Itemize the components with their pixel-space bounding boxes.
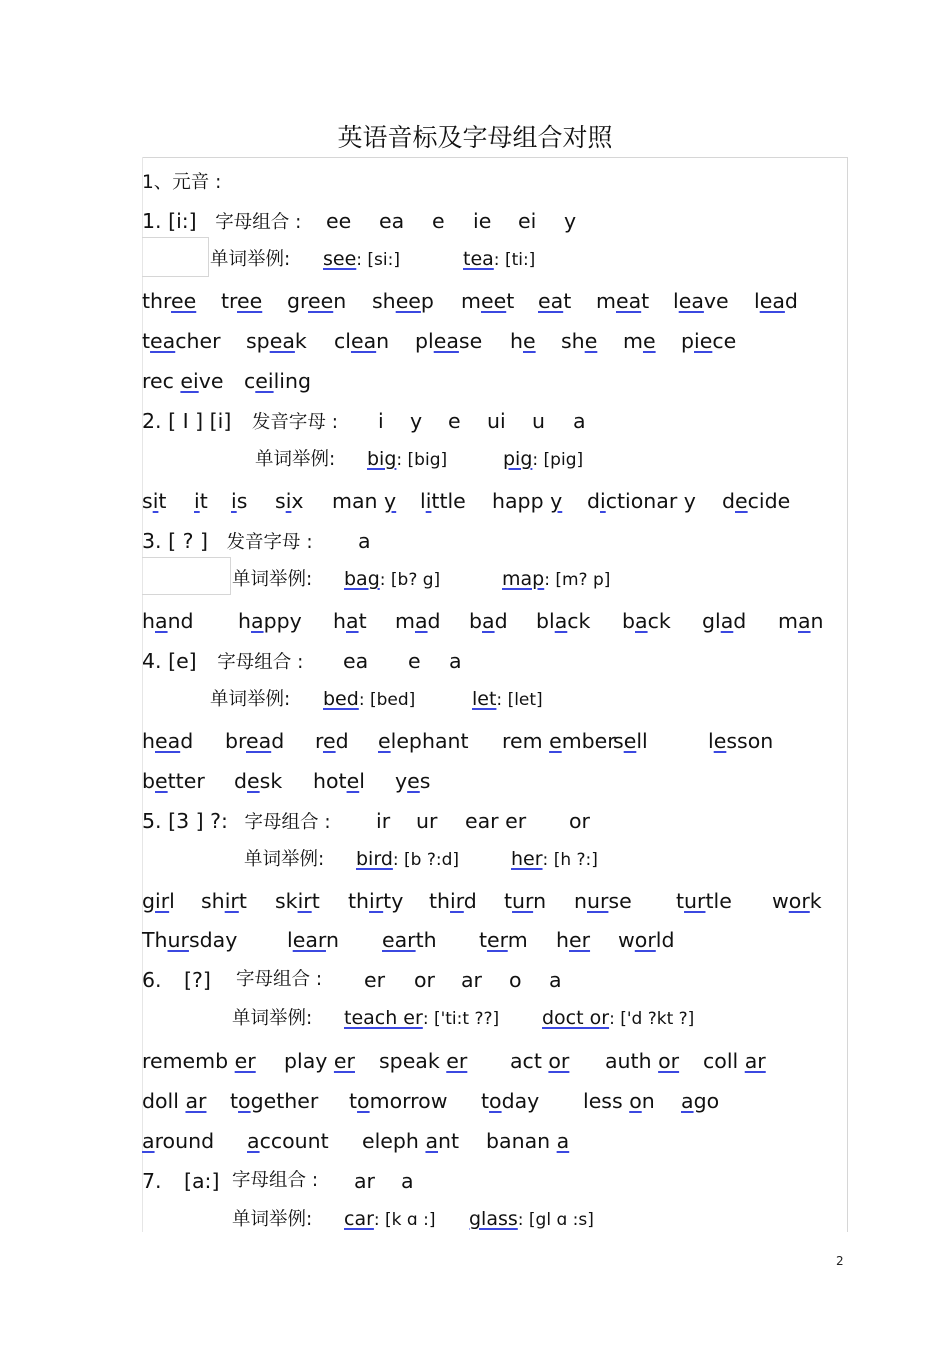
underlined-letters: y — [384, 489, 397, 513]
empty-box — [142, 237, 209, 277]
word: banan a — [486, 1129, 570, 1153]
word: hand — [142, 609, 194, 633]
word: rememb er — [142, 1049, 256, 1073]
item-label: 字母组合 : — [215, 212, 302, 233]
example-word: her: [h ?:] — [511, 848, 598, 870]
item-prefix: 6. — [142, 968, 162, 992]
word: act or — [510, 1049, 570, 1073]
underlined-letters: e — [523, 329, 536, 353]
item-ipa-tag: [a:] — [184, 1169, 220, 1193]
word: term — [479, 928, 528, 952]
word: tomorrow — [349, 1089, 448, 1113]
word: please — [415, 329, 483, 353]
underlined-letters: ea — [759, 289, 785, 313]
item-prefix: 5. [3 ] ?: — [142, 809, 228, 833]
letter: ur — [416, 809, 438, 833]
example-row — [244, 847, 598, 871]
word: eat — [538, 289, 572, 313]
example-ipa: [ti:] — [504, 250, 536, 270]
letter: er — [364, 968, 386, 992]
example-word: map: [m? p] — [502, 568, 611, 590]
underlined-letters: e — [247, 769, 260, 793]
underlined-letters: or — [548, 1049, 570, 1073]
word: teacher — [142, 329, 221, 353]
example-word: see: [si:] — [323, 248, 400, 270]
example-word: bed: [bed] — [323, 688, 416, 710]
example-ipa: [k ɑ :] — [385, 1210, 436, 1230]
underlined-letters: ee — [308, 289, 334, 313]
word: sit — [142, 489, 167, 513]
word: dictionar y — [587, 489, 696, 513]
underlined-letters: i — [152, 489, 159, 513]
word: is — [231, 489, 248, 513]
item-label: 字母组合 : — [236, 969, 323, 990]
underlined-letters: a — [797, 609, 811, 633]
underlined-letters: i — [600, 489, 606, 513]
example-ipa: [si:] — [367, 250, 400, 270]
word: lesson — [708, 729, 774, 753]
underlined-letters: ea — [678, 289, 704, 313]
word: doll ar — [142, 1089, 207, 1113]
underlined-letters: a — [635, 609, 648, 633]
word: world — [618, 928, 675, 952]
item-label: 字母组合 : — [217, 652, 304, 673]
underlined-letters: a — [155, 609, 168, 633]
underlined-letters: ee — [395, 289, 421, 313]
word: account — [247, 1129, 329, 1153]
word: happ y — [492, 489, 563, 513]
word: red — [315, 729, 349, 753]
page-number: 2 — [836, 1254, 844, 1268]
word: today — [481, 1089, 540, 1113]
letter: ea — [379, 209, 405, 233]
underlined-letters: ee — [237, 289, 263, 313]
underlined-letters: a — [142, 1129, 155, 1153]
letter: i — [378, 409, 384, 433]
word: me — [623, 329, 656, 353]
underlined-letters: ea — [269, 329, 295, 353]
underlined-letters: ea — [538, 289, 564, 313]
underlined-letters: ur — [512, 889, 534, 913]
underlined-letters: ir — [369, 889, 384, 913]
letter: ie — [473, 209, 492, 233]
example-word: let: [let] — [472, 688, 543, 710]
example-word: car: [k ɑ :] — [344, 1208, 436, 1230]
underlined-letters: e — [584, 329, 598, 353]
word: ceiling — [244, 369, 311, 393]
word: bad — [469, 609, 508, 633]
underlined-letters: a — [414, 609, 428, 633]
example-label: 单词举例: — [210, 249, 291, 270]
underlined-letters: ea — [155, 729, 181, 753]
example-ipa: ['d ?kt ?] — [620, 1009, 695, 1029]
underlined-letters: e — [735, 489, 748, 513]
underlined-letters: er — [487, 928, 508, 952]
letter: ei — [518, 209, 537, 233]
letter: e — [448, 409, 461, 433]
letter: or — [414, 968, 435, 992]
example-word: teach er: ['ti:t ??] — [344, 1007, 500, 1029]
example-word: bag: [b? g] — [344, 568, 441, 590]
underlined-letters: i — [425, 489, 432, 513]
example-label: 单词举例: — [232, 569, 313, 590]
word: meat — [596, 289, 650, 313]
underlined-letters: e — [155, 769, 168, 793]
word: happy — [238, 609, 302, 633]
word: play er — [284, 1049, 355, 1073]
item-prefix: 2. [ I ] [i] — [142, 409, 232, 433]
item-row — [142, 808, 590, 834]
letter: ar — [354, 1169, 375, 1193]
item-prefix: 4. [e] — [142, 649, 197, 673]
example-ipa: [h ?:] — [553, 850, 598, 870]
underlined-letters: ir — [155, 889, 170, 913]
letter: ui — [487, 409, 506, 433]
example-row — [210, 687, 543, 711]
underlined-letters: i — [231, 489, 237, 513]
word: coll ar — [703, 1049, 766, 1073]
example-ipa: [bed] — [369, 690, 416, 710]
underlined-letters: ee — [171, 289, 197, 313]
item-row — [142, 967, 562, 993]
example-row — [232, 567, 611, 591]
word: glad — [702, 609, 747, 633]
underlined-letters: a — [681, 1089, 694, 1113]
letter: y — [564, 209, 577, 233]
underlined-letters: or — [634, 928, 656, 952]
underlined-letters: e — [642, 329, 656, 353]
word: earth — [382, 928, 437, 952]
word: tree — [221, 289, 263, 313]
word: sheep — [372, 289, 434, 313]
underlined-letters: ea — [350, 329, 377, 353]
underlined-letters: ir — [224, 889, 239, 913]
letter: a — [573, 409, 586, 433]
word: lead — [754, 289, 798, 313]
underlined-letters: o — [489, 1089, 502, 1113]
example-ipa: [let] — [507, 690, 543, 710]
example-word: glass: [gl ɑ :s] — [469, 1208, 594, 1230]
letter: a — [401, 1169, 414, 1193]
example-ipa: [b? g] — [390, 570, 441, 590]
letter: or — [569, 809, 590, 833]
item-label: 字母组合 : — [244, 812, 331, 833]
underlined-letters: ur — [167, 928, 189, 952]
underlined-letters: ei — [180, 369, 199, 393]
underlined-letters: ea — [246, 729, 272, 753]
underlined-letters: ar — [744, 1049, 766, 1073]
underlined-letters: e — [713, 729, 727, 753]
word: six — [275, 489, 304, 513]
example-ipa: [gl ɑ :s] — [528, 1210, 594, 1230]
word: little — [420, 489, 466, 513]
underlined-letters: e — [322, 729, 336, 753]
underlined-letters: er — [234, 1049, 256, 1073]
example-word: big: [big] — [367, 448, 448, 470]
word: desk — [234, 769, 283, 793]
letter: ee — [326, 209, 352, 233]
underlined-letters: e — [346, 769, 360, 793]
example-label: 单词举例: — [244, 849, 325, 870]
item-row — [142, 648, 462, 674]
example-row — [210, 247, 536, 271]
underlined-letters: a — [554, 609, 568, 633]
word: black — [536, 609, 591, 633]
word: third — [429, 889, 477, 913]
underlined-letters: ir — [297, 889, 312, 913]
underlined-letters: o — [629, 1089, 642, 1113]
word: man y — [332, 489, 397, 513]
item-row — [142, 1168, 414, 1194]
example-label: 单词举例: — [232, 1008, 313, 1029]
item-ipa-tag: [?] — [184, 968, 211, 992]
word: turn — [504, 889, 547, 913]
word: together — [230, 1089, 319, 1113]
underlined-letters: ear — [382, 928, 416, 952]
word: better — [142, 769, 205, 793]
item-label: 发音字母 : — [251, 412, 339, 433]
underlined-letters: ea — [433, 329, 459, 353]
example-word: pig: [pig] — [503, 448, 584, 470]
example-row — [232, 1006, 695, 1030]
example-row — [232, 1207, 594, 1231]
underlined-letters: a — [556, 1129, 570, 1153]
word: decide — [722, 489, 791, 513]
frame-top-border — [142, 157, 848, 158]
word: he — [510, 329, 536, 353]
word: elephant — [378, 729, 469, 753]
underlined-letters: ea — [615, 289, 642, 313]
item-prefix: 1. [i:] — [142, 209, 197, 233]
underlined-letters: ei — [255, 369, 274, 393]
word: speak er — [379, 1049, 468, 1073]
underlined-letters: er — [569, 928, 591, 952]
word: shirt — [201, 889, 247, 913]
word: turtle — [676, 889, 732, 913]
word: piece — [681, 329, 737, 353]
underlined-letters: ur — [587, 889, 609, 913]
word: clean — [334, 329, 390, 353]
underlined-letters: a — [720, 609, 734, 633]
item-row — [142, 528, 371, 554]
underlined-letters: i — [285, 489, 292, 513]
word: around — [142, 1129, 215, 1153]
underlined-letters: a — [251, 609, 264, 633]
underlined-letters: e — [407, 769, 420, 793]
word: her — [556, 928, 591, 952]
example-word: doct or: ['d ?kt ?] — [542, 1007, 695, 1029]
example-label: 单词举例: — [255, 449, 336, 470]
word: sell — [613, 729, 648, 753]
empty-box — [142, 557, 231, 595]
underlined-letters: ee — [480, 289, 507, 313]
word: work — [772, 889, 822, 913]
letter: ar — [461, 968, 482, 992]
word: girl — [142, 889, 175, 913]
letter: e — [408, 649, 421, 673]
word: bread — [225, 729, 285, 753]
example-label: 单词举例: — [210, 689, 291, 710]
underlined-letters: y — [550, 489, 563, 513]
underlined-letters: ur — [684, 889, 706, 913]
underlined-letters: ear — [292, 928, 326, 952]
word: eleph ant — [362, 1129, 460, 1153]
underlined-letters: e — [549, 729, 562, 753]
underlined-letters: e — [378, 729, 391, 753]
word: leave — [673, 289, 729, 313]
underlined-letters: a — [247, 1129, 260, 1153]
example-ipa: [m? p] — [555, 570, 611, 590]
word: Thursday — [142, 928, 238, 952]
example-ipa: [big] — [407, 450, 448, 470]
example-label: 单词举例: — [232, 1209, 313, 1230]
letter: e — [432, 209, 445, 233]
word: nurse — [574, 889, 632, 913]
letter: ear er — [465, 809, 527, 833]
example-word: tea: [ti:] — [463, 248, 536, 270]
letter: y — [410, 409, 423, 433]
underlined-letters: a — [425, 1129, 439, 1153]
underlined-letters: e — [623, 729, 637, 753]
underlined-letters: a — [482, 609, 495, 633]
word: back — [622, 609, 671, 633]
letter: a — [358, 529, 371, 553]
word: hat — [333, 609, 367, 633]
item-prefix: 7. — [142, 1169, 162, 1193]
word: rem ember — [502, 729, 616, 753]
underlined-letters: ie — [694, 329, 713, 353]
letter: o — [509, 968, 522, 992]
letter: ea — [343, 649, 369, 673]
underlined-letters: or — [788, 889, 810, 913]
word: learn — [287, 928, 339, 952]
underlined-letters: er — [446, 1049, 468, 1073]
item-row — [142, 408, 586, 434]
item-label: 发音字母 : — [226, 532, 313, 553]
word: thirty — [348, 889, 404, 913]
word: man — [778, 609, 824, 633]
example-ipa: ['ti:t ??] — [433, 1009, 500, 1029]
letter: a — [549, 968, 562, 992]
word: green — [287, 289, 347, 313]
word: mad — [395, 609, 441, 633]
word: head — [142, 729, 194, 753]
underlined-letters: a — [346, 609, 359, 633]
item-label: 字母组合 : — [232, 1170, 319, 1191]
frame-right-border — [847, 157, 848, 1232]
word: less on — [583, 1089, 655, 1113]
example-word: bird: [b ?:d] — [356, 848, 460, 870]
underlined-letters: o — [357, 1089, 370, 1113]
word: ago — [681, 1089, 720, 1113]
underlined-letters: ir — [450, 889, 464, 913]
underlined-letters: ar — [185, 1089, 207, 1113]
word: she — [561, 329, 598, 353]
page-title: 英语音标及字母组合对照 — [337, 123, 613, 152]
word: hotel — [313, 769, 365, 793]
letter: a — [449, 649, 462, 673]
word: speak — [246, 329, 307, 353]
underlined-letters: o — [238, 1089, 251, 1113]
word: three — [142, 289, 197, 313]
word: auth or — [605, 1049, 680, 1073]
letter: u — [532, 409, 545, 433]
letter: ir — [376, 809, 391, 833]
word: rec eive — [142, 369, 224, 393]
underlined-letters: i — [194, 489, 200, 513]
example-ipa: [pig] — [543, 450, 584, 470]
word: yes — [395, 769, 431, 793]
word: it — [194, 489, 208, 513]
underlined-letters: or — [658, 1049, 680, 1073]
word: skirt — [275, 889, 320, 913]
word: meet — [461, 289, 515, 313]
item-row — [142, 208, 577, 234]
underlined-letters: er — [333, 1049, 355, 1073]
section-heading: 1、元音 : — [142, 172, 222, 193]
example-ipa: [b ?:d] — [404, 850, 460, 870]
item-prefix: 3. [ ? ] — [142, 529, 208, 553]
underlined-letters: ea — [150, 329, 176, 353]
example-row — [255, 447, 584, 471]
